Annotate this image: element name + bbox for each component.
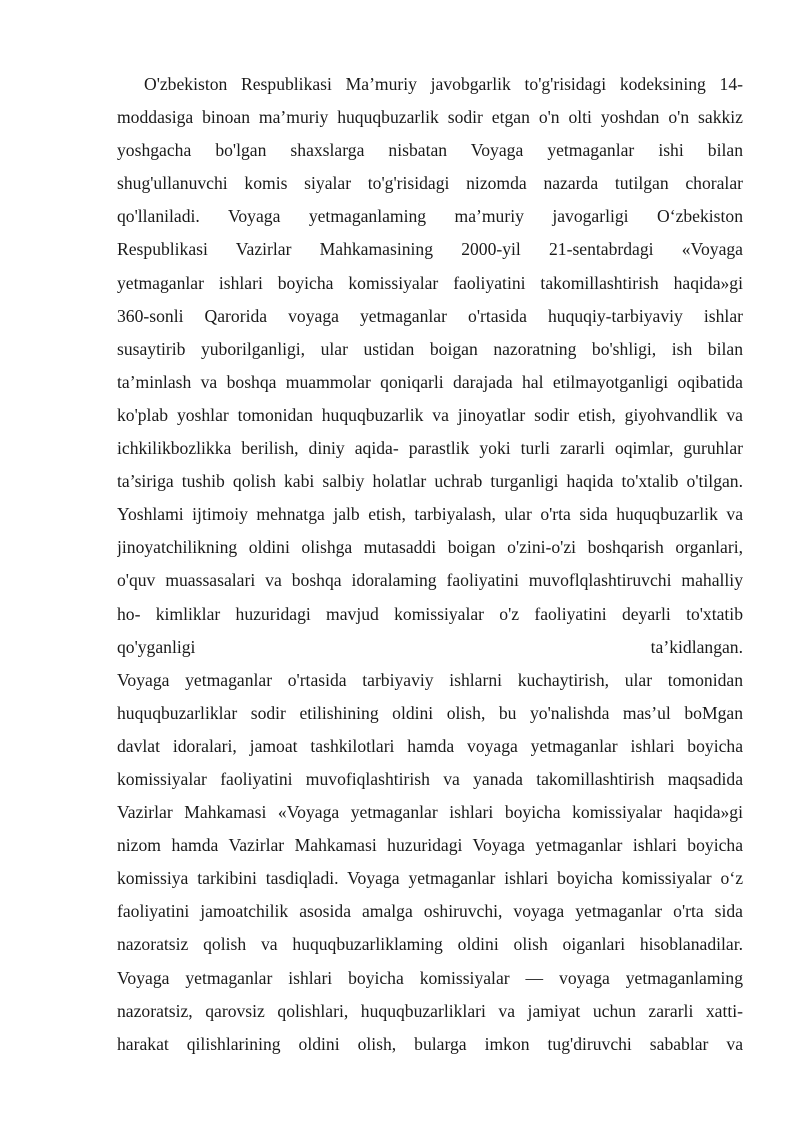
text-line: yetmaganlar ishlari boyicha komissiyalar faoliyatini takomillashtirish haqida»gi: [117, 272, 743, 293]
text-line: Yoshlami ijtimoiy mehnatga jalb etish, tarbiyalash, ular o'rta sida huquqbuzarlik va: [117, 504, 743, 525]
text-line: faoliyatini jamoatchilik asosida amalga oshiruvchi, voyaga yetmaganlar o'rta sida: [117, 901, 743, 922]
text-line: o'quv muassasalari va boshqa idoralaming faoliyatini muvoflqlashtiruvchi mahalliy: [117, 570, 743, 591]
text-line: davlat idoralari, jamoat tashkilotlari hamda voyaga yetmaganlar ishlari boyicha: [117, 735, 743, 756]
text-line: ko'plab yoshlar tomonidan huquqbuzarlik va jinoyatlar sodir etish, giyohvandlik va: [117, 404, 743, 425]
text-line: ta’siriga tushib qolish kabi salbiy holatlar uchrab turganligi haqida to'xtalib o'tilgan.: [117, 471, 743, 492]
text-line: O'zbekiston Respublikasi Ma’muriy javobgarlik to'g'risidagi kodeksining 14-: [144, 74, 743, 94]
text-line: ta’minlash va boshqa muammolar qoniqarli darajada hal etilmayotganligi oqibatida: [117, 371, 743, 392]
text-line: qo'llaniladi. Voyaga yetmaganlaming ma’muriy javogarligi O‘zbekiston: [117, 206, 743, 227]
text-line: jinoyatchilikning oldini olishga mutasaddi boigan o'zini-o'zi boshqarish organlari,: [117, 537, 743, 558]
text-line: qo'yganligi ta’kidlangan.: [117, 636, 743, 657]
text-line: nizom hamda Vazirlar Mahkamasi huzuridagi Voyaga yetmaganlar ishlari boyicha: [117, 835, 743, 856]
text-line: komissiyalar faoliyatini muvofiqlashtirish va yanada takomillashtirish maqsadida: [117, 768, 743, 789]
text-line: nazoratsiz, qarovsiz qolishlari, huquqbuzarliklari va jamiyat uchun zararli xatti-: [117, 1000, 743, 1021]
text-line: Respublikasi Vazirlar Mahkamasining 2000-yil 21-sentabrdagi «Voyaga: [117, 239, 743, 260]
text-line: Voyaga yetmaganlar ishlari boyicha komissiyalar — voyaga yetmaganlaming: [117, 967, 743, 988]
document-page: [117, 68, 743, 1061]
text-line: ho- kimliklar huzuridagi mavjud komissiyalar o'z faoliyatini deyarli to'xtatib: [117, 603, 743, 624]
text-line: komissiya tarkibini tasdiqladi. Voyaga yetmaganlar ishlari boyicha komissiyalar o‘z: [117, 868, 743, 889]
text-line: nazoratsiz qolish va huquqbuzarliklaming oldini olish oiganlari hisoblanadilar.: [117, 934, 743, 955]
text-line: huquqbuzarliklar sodir etilishining oldini olish, bu yo'nalishda mas’ul boMgan: [117, 702, 743, 723]
text-line: harakat qilishlarining oldini olish, bularga imkon tug'diruvchi sabablar va: [117, 1033, 743, 1054]
text-line: ichkilikbozlikka berilish, diniy aqida- parastlik yoki turli zararli oqimlar, guruhlar: [117, 438, 743, 459]
text-line: 360-sonli Qarorida voyaga yetmaganlar o'rtasida huquqiy-tarbiyaviy ishlar: [117, 305, 743, 326]
text-line: moddasiga binoan ma’muriy huquqbuzarlik sodir etgan o'n olti yoshdan o'n sakkiz: [117, 107, 743, 128]
text-line: susaytirib yuborilganligi, ular ustidan boigan nazoratning bo'shligi, ish bilan: [117, 338, 743, 359]
text-line: shug'ullanuvchi komis siyalar to'g'risidagi nizomda nazarda tutilgan choralar: [117, 173, 743, 194]
text-line: Vazirlar Mahkamasi «Voyaga yetmaganlar ishlari boyicha komissiyalar haqida»gi: [117, 802, 743, 823]
text-line: Voyaga yetmaganlar o'rtasida tarbiyaviy ishlarni kuchaytirish, ular tomonidan: [117, 669, 743, 690]
text-line: yoshgacha bo'lgan shaxslarga nisbatan Voyaga yetmaganlar ishi bilan: [117, 140, 743, 161]
